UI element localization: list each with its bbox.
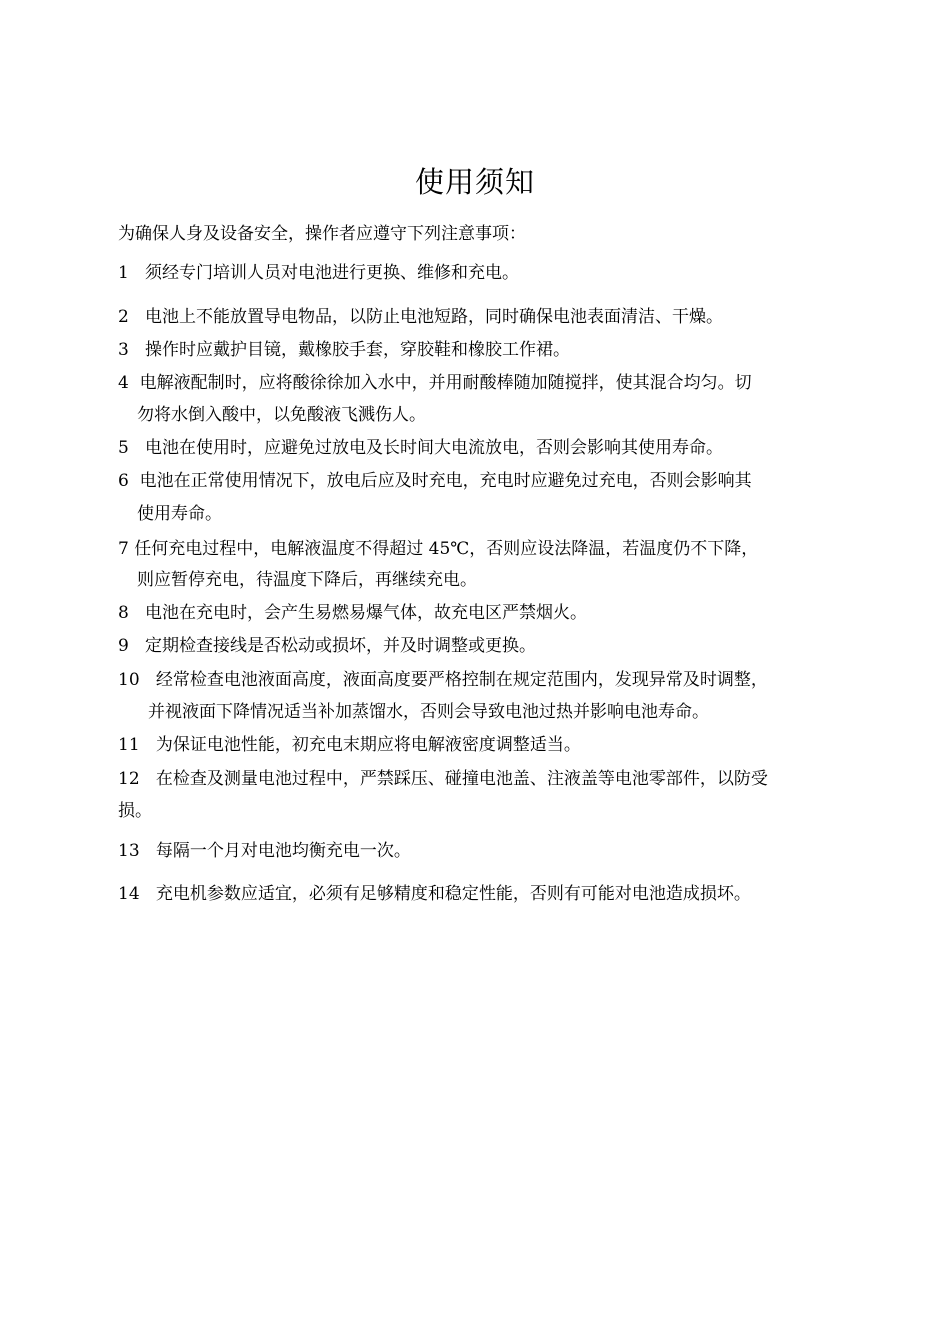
list-item — [118, 337, 878, 363]
item-number: 1 — [118, 263, 129, 283]
item-number: 4 — [118, 373, 129, 393]
list-item — [118, 370, 878, 396]
item-number: 10 — [118, 670, 140, 690]
item-text-continuation: 使用寿命。 — [137, 504, 222, 524]
item-text: 电池上不能放置导电物品，以防止电池短路，同时确保电池表面清洁、干燥。 — [145, 307, 724, 327]
item-number: 8 — [118, 603, 129, 623]
item-number: 13 — [118, 841, 140, 861]
item-text: 电解液配制时，应将酸徐徐加入水中，并用耐酸棒随加随搅拌，使其混合均匀。切 — [139, 373, 752, 393]
item-number: 6 — [118, 471, 129, 491]
item-text: 为保证电池性能，初充电末期应将电解液密度调整适当。 — [155, 735, 581, 755]
item-text: 每隔一个月对电池均衡充电一次。 — [155, 841, 411, 861]
list-item — [118, 881, 878, 907]
item-number: 14 — [118, 884, 140, 904]
item-text: 电池在使用时，应避免过放电及长时间大电流放电，否则会影响其使用寿命。 — [145, 438, 724, 458]
item-text: 电池在充电时，会产生易燃易爆气体，故充电区严禁烟火。 — [145, 603, 588, 623]
list-item — [118, 838, 878, 864]
item-text: 须经专门培训人员对电池进行更换、维修和充电。 — [145, 263, 520, 283]
item-number: 5 — [118, 438, 129, 458]
item-text-continuation: 勿将水倒入酸中，以免酸液飞溅伤人。 — [137, 405, 426, 425]
item-number: 7 — [118, 539, 129, 559]
list-item — [118, 304, 878, 330]
intro-text: 为确保人身及设备安全，操作者应遵守下列注意事项： — [118, 224, 526, 244]
list-item — [118, 435, 878, 461]
item-text-continuation: 并视液面下降情况适当补加蒸馏水，否则会导致电池过热并影响电池寿命。 — [148, 702, 709, 722]
item-text: 经常检查电池液面高度，液面高度要严格控制在规定范围内，发现异常及时调整， — [155, 670, 768, 690]
item-text: 操作时应戴护目镜，戴橡胶手套，穿胶鞋和橡胶工作裙。 — [145, 340, 571, 360]
list-item — [118, 536, 878, 562]
item-text: 在检查及测量电池过程中，严禁踩压、碰撞电池盖、注液盖等电池零部件，以防受 — [155, 769, 768, 789]
list-item — [118, 600, 878, 626]
item-text: 任何充电过程中，电解液温度不得超过 45℃，否则应设法降温，若温度仍不下降， — [134, 539, 759, 559]
item-text-continuation: 损。 — [118, 801, 152, 821]
item-text: 充电机参数应适宜，必须有足够精度和稳定性能，否则有可能对电池造成损坏。 — [155, 884, 751, 904]
item-number: 3 — [118, 340, 129, 360]
item-text: 定期检查接线是否松动或损坏，并及时调整或更换。 — [145, 636, 537, 656]
list-item — [118, 260, 878, 286]
item-text: 电池在正常使用情况下，放电后应及时充电，充电时应避免过充电，否则会影响其 — [139, 471, 752, 491]
item-number: 12 — [118, 769, 140, 789]
list-item — [118, 766, 878, 792]
list-item — [118, 732, 878, 758]
list-item — [118, 633, 878, 659]
item-number: 11 — [118, 735, 140, 755]
item-number: 9 — [118, 636, 129, 656]
list-item — [118, 667, 878, 693]
item-text-continuation: 则应暂停充电，待温度下降后，再继续充电。 — [137, 570, 477, 590]
page-title: 使用须知 — [414, 165, 535, 199]
item-number: 2 — [118, 307, 129, 327]
list-item — [118, 468, 878, 494]
